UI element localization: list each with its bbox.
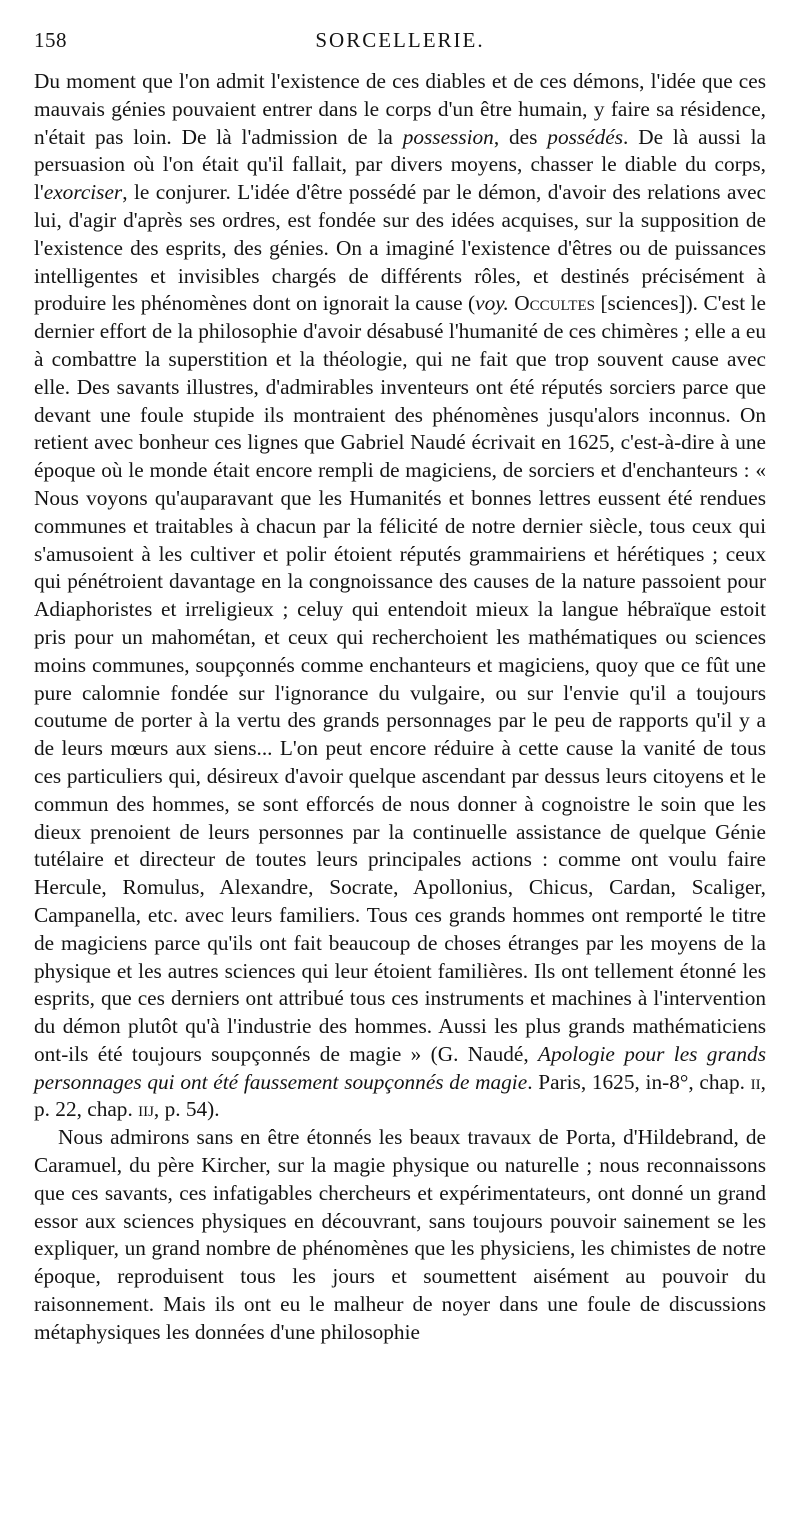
ref-voy: voy. [475,291,509,316]
ref-occultes: Occultes [514,291,595,316]
body-text [34,68,766,1347]
page-number: 158 [34,28,67,52]
paragraph-2: Nous admirons sans en être étonnés les beaux travaux de Porta, d'Hildebrand, de Caramuel, du père Kircher, sur la magie physique ou naturelle ; nous reconnaissons que ces savants, ces infatigables chercheurs et expérimentateurs, ont donné un grand essor aux sciences physiques en découvrant, sans toujours pouvoir sainement se les expliquer, un grand nombre de phénomènes que les physiciens, les chimistes de notre époque, reproduisent tous les jours et soumettent aisément au pouvoir du raisonnement. Mais ils ont eu le malheur de noyer dans une foule de discussions métaphysiques les données d'une philosophie [34,1125,766,1344]
term-possession: possession [402,124,494,149]
chapter-ii: ii [750,1069,761,1094]
chapter-iij: iij [138,1097,154,1122]
page-header [34,20,766,50]
book-title-apologie: Apologie pour les grands personnages qui ont été faussement soupçonnés de magie [34,1041,766,1094]
term-exorciser: exorciser [43,180,123,205]
running-title: SORCELLERIE. [315,28,485,52]
term-possedes: possédés [547,124,624,149]
paragraph-1: Du moment que l'on admit l'existence de ces diables et de ces démons, l'idée que ces mauvais génies pouvaient entrer dans le corps d'un être humain, y faire sa résidence, n'était pas loin. De là l'admission de la possession, des possédés. De là aussi la persuasion où l'on était qu'il fallait, par divers moyens, chasser le diable du corps, l'exorciser, le conjurer. L'idée d'être possédé par le démon, d'avoir des relations avec lui, d'agir d'après ses ordres, est fondée sur des idées acquises, sur la supposition de l'existence des esprits, des génies. On a imaginé l'existence d'êtres ou de puissances intelligentes et invisibles chargés de différents rôles, et destinés précisément à produire les phénomènes dont on ignorait la cause (voy. Occultes [sciences]). C'est le dernier effort de la philosophie d'avoir désabusé l'humanité de ces chimères ; elle a eu à combattre la superstition et la théologie, qui ne fait que trop souvent cause avec elle. Des savants illustres, d'admirables inventeurs ont été réputés sorciers parce que devant une foule stupide ils montraient des phénomènes jusqu'alors inconnus. On retient avec bonheur ces lignes que Gabriel Naudé écrivait en 1625, c'est-à-dire à une époque où le monde était encore rempli de magiciens, de sorciers et d'enchanteurs : « Nous voyons qu'auparavant que les Humanités et bonnes lettres eussent été rendues communes et traitables à chacun par la félicité de notre dernier siècle, tous ceux qui s'amusoient à les cultiver et polir étoient réputés grammairiens et hérétiques ; ceux qui pénétroient davantage en la congnoissance des causes de la nature passoient pour Adiaphoristes et irreligieux ; celuy qui entendoit mieux la langue hébraïque estoit pris pour un mahométan, et ceux qui recherchoient les mathématiques ou sciences moins communes, soupçonnés comme enchanteurs et magiciens, quoy que ce fût une pure calomnie fondée sur l'ignorance du vulgaire, ou sur l'envie qu'il a toujours coutume de porter à la vertu des grands personnages par le peu de rapports qu'il y a de leurs mœurs aux siens... L'on peut encore réduire à cette cause la vanité de tous ces particuliers qui, désireux d'avoir quelque ascendant par dessus leurs citoyens et le commun des hommes, se sont efforcés de nous donner à cognoistre le soin que les dieux prenoient de leurs personnes par la continuelle assistance de quelque Génie tutélaire et directeur de toutes leurs principales actions : comme ont voulu faire Hercule, Romulus, Alexandre, Socrate, Apollonius, Chicus, Cardan, Scaliger, Campanella, etc. avec leurs familiers. Tous ces grands hommes ont remporté le titre de magiciens parce qu'ils ont fait beaucoup de choses étranges par les moyens de la physique et les autres sciences qui leur étoient familières. Ils ont tellement étonné les esprits, que ces derniers ont attribué tous ces instruments et machines à l'intervention du démon plutôt qu'à l'industrie des hommes. Aussi les plus grands mathématiciens ont-ils été toujours soupçonnés de magie » (G. Naudé, Apologie pour les grands personnages qui ont été faussement soupçonnés de magie. Paris, 1625, in-8°, chap. ii, p. 22, chap. iij, p. 54). [34,69,766,1122]
